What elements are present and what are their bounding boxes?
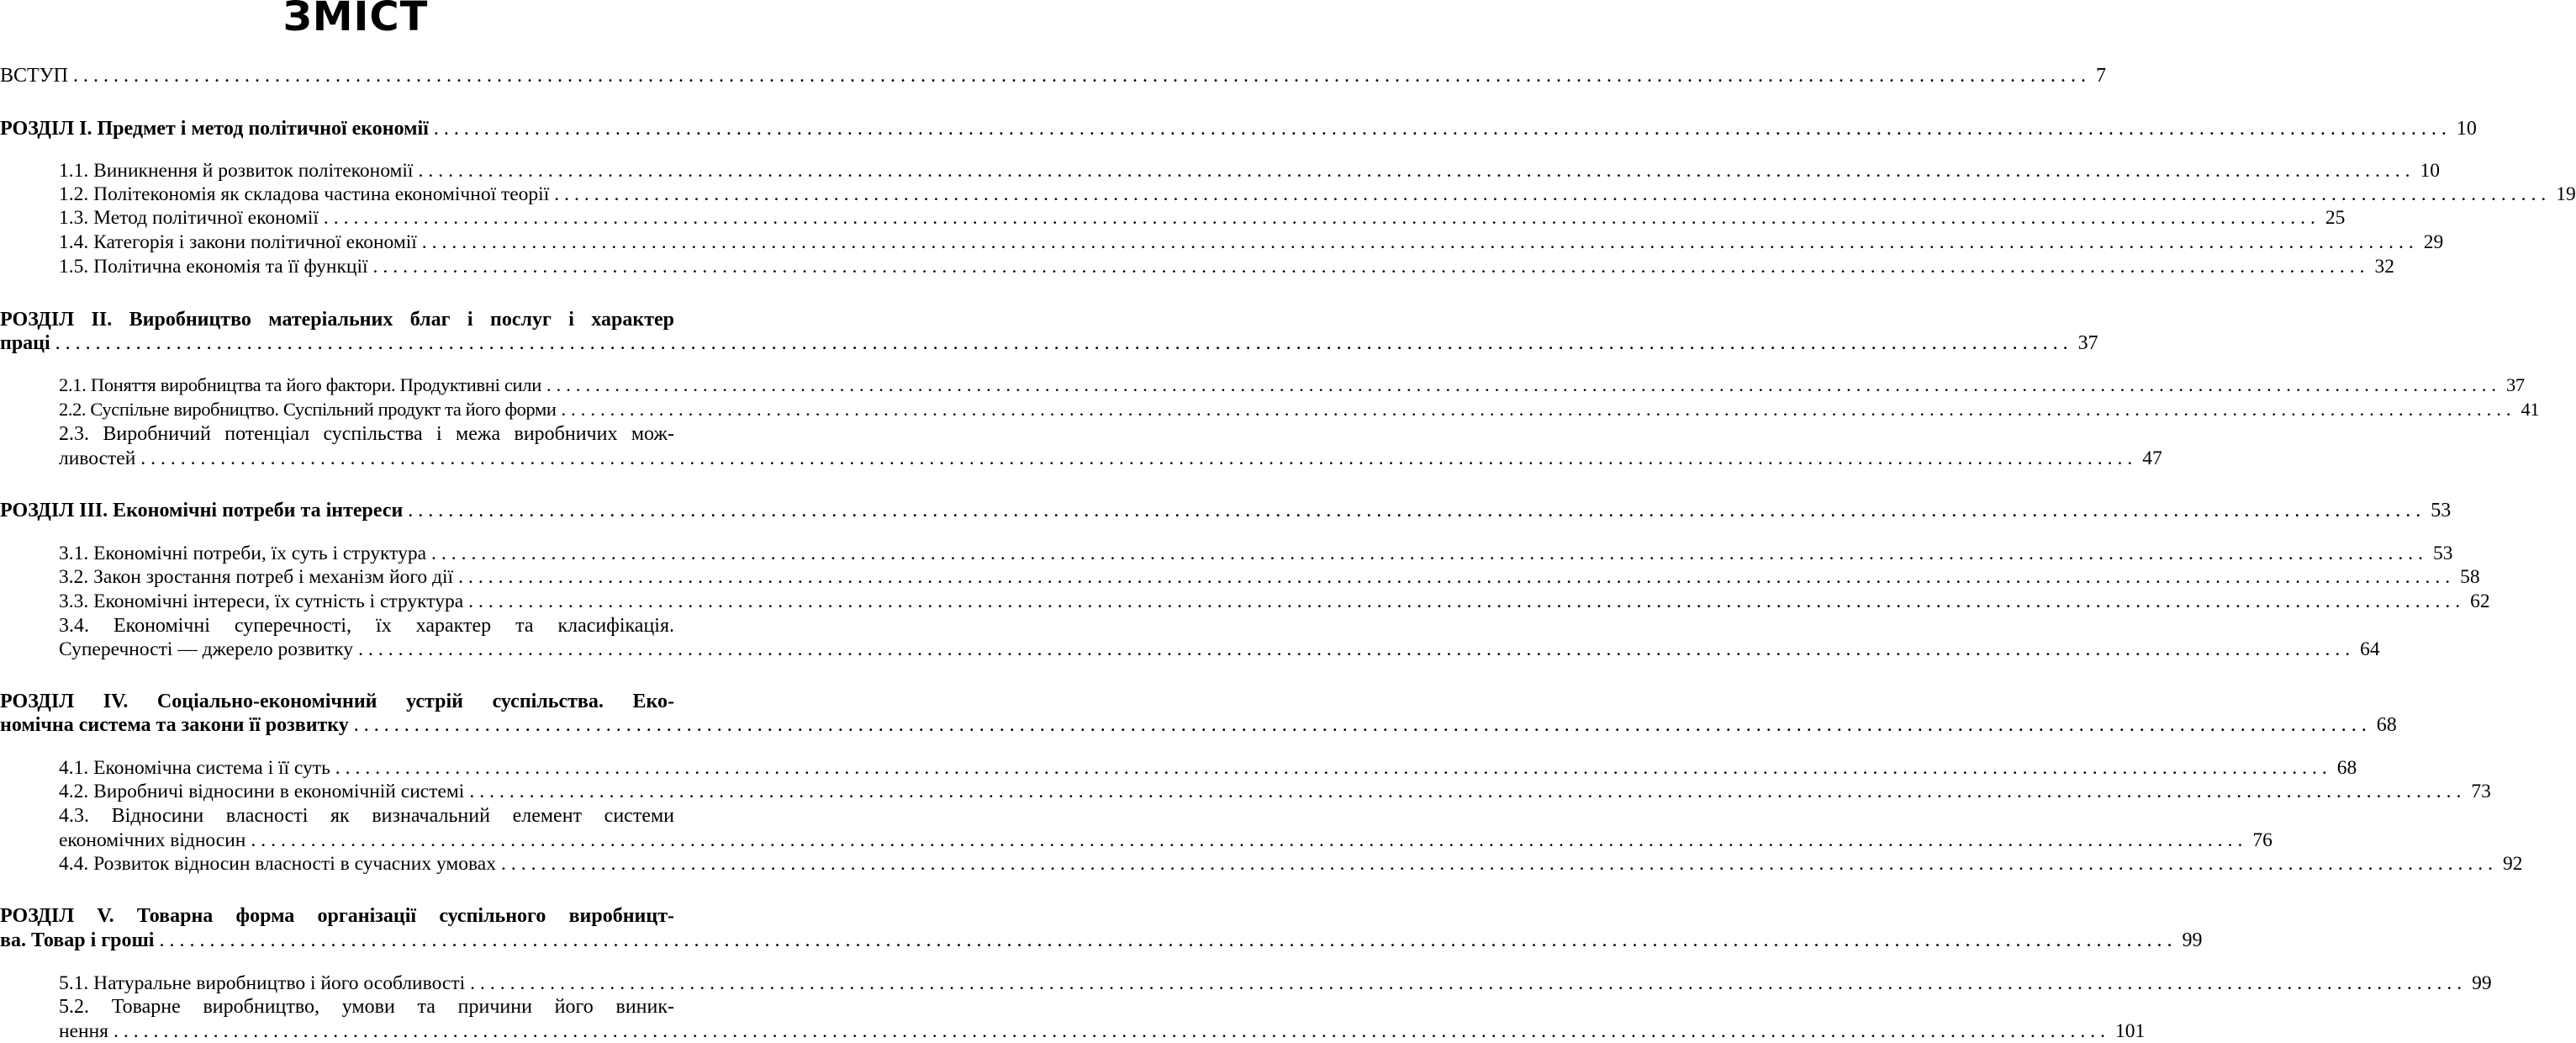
leader-dots: ........................................................................................................................................................................................................	[335, 757, 2332, 779]
toc-entry-5-2[interactable]	[0, 1019, 2146, 1043]
page-number: 62	[2470, 590, 2490, 612]
toc-entry-text: 4.1. Економічна система і її суть	[59, 757, 330, 779]
page-number: 37	[2505, 374, 2525, 395]
toc-entry-1-2[interactable]	[0, 183, 2576, 206]
toc-entry-text: ВСТУП	[0, 65, 68, 87]
leader-dots: ........................................................................................................................................................................................................	[433, 118, 2452, 140]
toc-entry-4-3-line1[interactable]: 4.3. Відносини власності як визначальний елемент системи	[59, 805, 674, 827]
section-heading-4[interactable]	[0, 713, 2397, 737]
section-heading-5[interactable]	[0, 929, 2203, 952]
page-title: ЗМІСТ	[282, 0, 429, 40]
section-heading-3[interactable]	[0, 499, 2452, 522]
leader-dots: ........................................................................................................................................................................................................	[554, 183, 2552, 205]
page-number: 58	[2460, 566, 2480, 588]
page-number: 76	[2252, 829, 2272, 851]
toc-entry-1-4[interactable]	[0, 230, 2444, 254]
leader-dots: ........................................................................................................................................................................................................	[73, 65, 2091, 87]
page-number: 7	[2096, 65, 2106, 87]
leader-dots: ........................................................................................................................................................................................................	[353, 714, 2372, 736]
leader-dots: ........................................................................................................................................................................................................	[358, 638, 2356, 660]
leader-dots: ........................................................................................................................................................................................................	[500, 853, 2498, 875]
toc-entry-text: 1.1. Виникнення й розвиток політекономії	[59, 160, 414, 182]
leader-dots: ........................................................................................................................................................................................................	[159, 929, 2177, 951]
page-number: 68	[2376, 714, 2397, 736]
toc-entry-3-4[interactable]	[0, 638, 2380, 661]
toc-entry-3-4-line1[interactable]: 3.4. Економічні суперечності, їх характер та класифікація.	[59, 615, 674, 637]
toc-entry-text: 4.4. Розвиток відносин власності в сучасних умовах	[59, 853, 496, 875]
page-number: 68	[2336, 757, 2357, 779]
page-number: 37	[2077, 332, 2098, 354]
page-number: 41	[2521, 399, 2540, 420]
toc-entry-text: 5.1. Натуральне виробництво і його особливості	[59, 972, 466, 994]
toc-entry-text: ливостей	[59, 447, 136, 469]
section-heading-4-line1[interactable]: РОЗДІЛ IV. Соціально-економічний устрій суспільства. Еко-	[0, 691, 674, 712]
page-number: 53	[2431, 500, 2452, 522]
toc-entry-text: Суперечності — джерело розвитку	[59, 638, 354, 660]
toc-entry-intro[interactable]	[0, 64, 2106, 87]
toc-entry-3-1[interactable]	[0, 542, 2453, 565]
leader-dots: ........................................................................................................................................................................................................	[323, 207, 2320, 229]
page-number: 10	[2456, 118, 2477, 140]
toc-entry-text: 2.2. Суспільне виробництво. Суспільний продукт та його форми	[59, 399, 557, 420]
toc-entry-1-5[interactable]	[0, 255, 2395, 278]
toc-entry-text: економічних відносин	[59, 829, 246, 851]
toc-entry-3-2[interactable]	[0, 565, 2480, 589]
toc-entry-2-3-line1[interactable]: 2.3. Виробничий потенціал суспільства і межа виробничих мож-	[59, 423, 674, 445]
page-number: 53	[2433, 543, 2453, 564]
toc-entry-4-4[interactable]	[0, 852, 2523, 876]
toc-entry-text: 1.4. Категорія і закони політичної економії	[59, 231, 417, 253]
toc-entry-text: 1.5. Політична економія та її функції	[59, 256, 368, 278]
leader-dots: ........................................................................................................................................................................................................	[469, 781, 2467, 802]
page-number: 73	[2471, 781, 2491, 802]
toc-entry-5-2-line1[interactable]: 5.2. Товарне виробництво, умови та причини його виник-	[59, 996, 674, 1018]
page-number: 92	[2502, 853, 2523, 875]
leader-dots: ........................................................................................................................................................................................................	[468, 590, 2466, 612]
leader-dots: ........................................................................................................................................................................................................	[372, 256, 2370, 278]
leader-dots: ........................................................................................................................................................................................................	[546, 374, 2501, 395]
page-number: 64	[2360, 638, 2380, 660]
leader-dots: ........................................................................................................................................................................................................	[418, 160, 2415, 182]
toc-entry-2-3[interactable]	[0, 447, 2162, 470]
toc-entry-1-1[interactable]	[0, 159, 2440, 183]
leader-dots: ........................................................................................................................................................................................................	[251, 829, 2248, 851]
toc-entry-text: нення	[59, 1020, 108, 1042]
page-number: 10	[2420, 160, 2440, 182]
section-heading-1[interactable]	[0, 117, 2477, 140]
toc-entry-4-2[interactable]	[0, 780, 2491, 803]
toc-entry-text: 1.3. Метод політичної економії	[59, 207, 319, 229]
page-number: 99	[2182, 929, 2203, 951]
toc-entry-4-1[interactable]	[0, 756, 2357, 780]
toc-entry-5-1[interactable]	[0, 972, 2492, 995]
page-number: 99	[2472, 972, 2492, 994]
leader-dots: ........................................................................................................................................................................................................	[140, 447, 2138, 469]
toc-entry-2-2[interactable]	[0, 398, 2540, 421]
leader-dots: ........................................................................................................................................................................................................	[421, 231, 2419, 253]
toc-entry-2-1[interactable]	[0, 373, 2525, 397]
page-number: 19	[2556, 183, 2576, 205]
toc-entry-1-3[interactable]	[0, 206, 2346, 230]
toc-entry-3-3[interactable]	[0, 590, 2490, 613]
section-title: РОЗДІЛ І. Предмет і метод політичної економії	[0, 118, 429, 140]
page-number: 29	[2423, 231, 2444, 253]
page-number: 32	[2374, 256, 2395, 278]
leader-dots: ........................................................................................................................................................................................................	[55, 332, 2073, 354]
section-heading-2[interactable]	[0, 331, 2098, 355]
toc-entry-text: 3.1. Економічні потреби, їх суть і структура	[59, 543, 427, 564]
toc-entry-text: 3.3. Економічні інтереси, їх сутність і структура	[59, 590, 464, 612]
toc-entry-text: 3.2. Закон зростання потреб і механізм його дії	[59, 566, 454, 588]
page-number: 25	[2325, 207, 2346, 229]
leader-dots: ........................................................................................................................................................................................................	[113, 1020, 2110, 1042]
toc-entry-text: 2.1. Поняття виробництва та його фактори. Продуктивні сили	[59, 374, 541, 395]
section-title: РОЗДІЛ ІІІ. Економічні потреби та інтереси	[0, 500, 404, 522]
page-number: 47	[2142, 447, 2162, 469]
page-number: 101	[2114, 1020, 2146, 1042]
toc-entry-text: 1.2. Політекономія як складова частина економічної теорії	[59, 183, 550, 205]
section-heading-2-line1[interactable]: РОЗДІЛ ІІ. Виробництво матеріальних благ і послуг і характер	[0, 309, 674, 331]
toc-entry-4-3[interactable]	[0, 829, 2272, 852]
section-title: номічна система та закони її розвитку	[0, 714, 349, 736]
section-title: праці	[0, 332, 50, 354]
section-heading-5-line1[interactable]: РОЗДІЛ V. Товарна форма організації суспільного виробницт-	[0, 905, 674, 927]
leader-dots: ........................................................................................................................................................................................................	[470, 972, 2468, 994]
leader-dots: ........................................................................................................................................................................................................	[408, 500, 2426, 522]
section-title: ва. Товар і гроші	[0, 929, 155, 951]
toc-entry-text: 4.2. Виробничі відносини в економічній системі	[59, 781, 465, 802]
leader-dots: ........................................................................................................................................................................................................	[458, 566, 2456, 588]
leader-dots: ........................................................................................................................................................................................................	[561, 399, 2516, 420]
leader-dots: ........................................................................................................................................................................................................	[431, 543, 2429, 564]
